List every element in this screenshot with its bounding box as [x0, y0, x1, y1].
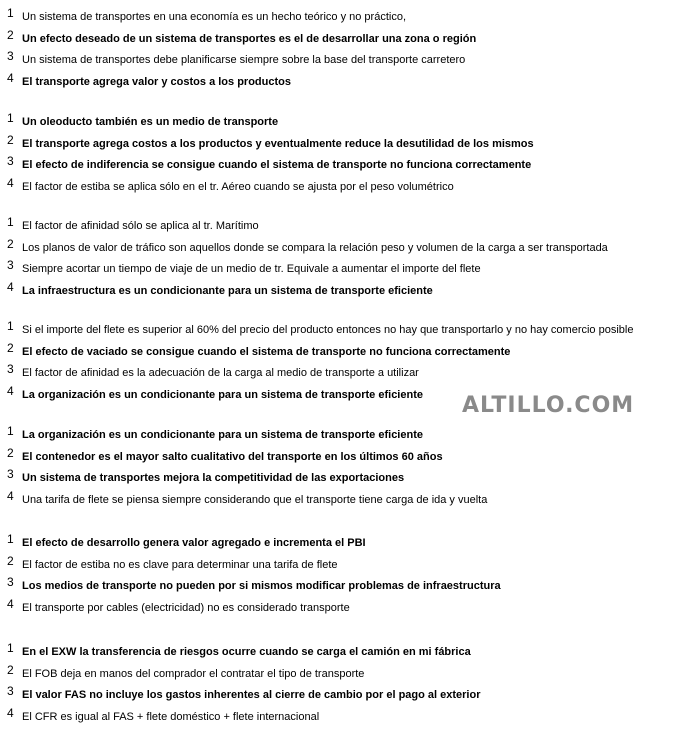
item-text: Los planos de valor de tráfico son aquellos donde se compara la relación peso y volumen de la carga a ser transportada [22, 241, 608, 254]
item-number: 3 [7, 49, 14, 64]
question-group-3 [0, 215, 700, 301]
list-item [0, 663, 700, 685]
list-item [0, 532, 700, 554]
item-number: 1 [7, 424, 14, 438]
item-text: El efecto de vaciado se consigue cuando el sistema de transporte no funciona correctamente [22, 345, 511, 358]
item-text: Si el importe del flete es superior al 60% del precio del producto entonces no hay que transportarlo y no hay comercio posible [22, 324, 634, 336]
item-number: 4 [7, 596, 14, 611]
list-item [0, 49, 700, 71]
item-number: 3 [7, 684, 14, 699]
item-text: Una tarifa de flete se piensa siempre considerando que el transporte tiene carga de ida y vuelta [22, 493, 488, 506]
item-number: 3 [7, 362, 14, 377]
item-text: El FOB deja en manos del comprador el contratar el tipo de transporte [22, 667, 365, 680]
item-text: El factor de afinidad es la adecuación de la carga al medio de transporte a utilizar [22, 367, 419, 380]
item-text: Siempre acortar un tiempo de viaje de un medio de tr. Equivale a aumentar el importe del flete [22, 263, 481, 276]
list-item [0, 71, 700, 93]
list-item [0, 684, 700, 706]
list-item [0, 575, 700, 597]
item-number: 3 [7, 467, 14, 482]
item-number: 2 [7, 340, 14, 355]
question-group-2 [0, 111, 700, 197]
list-item [0, 215, 700, 237]
item-text: En el EXW la transferencia de riesgos ocurre cuando se carga el camión en mi fábrica [22, 646, 471, 658]
item-text: El transporte agrega valor y costos a los productos [22, 75, 291, 88]
item-text: El transporte agrega costos a los productos y eventualmente reduce la desutilidad de los mismos [22, 137, 534, 150]
item-number: 4 [7, 70, 14, 85]
list-item [0, 176, 700, 198]
item-text: Un oleoducto también es un medio de transporte [22, 116, 279, 128]
list-item [0, 111, 700, 133]
question-group-6 [0, 532, 700, 618]
item-text: Un sistema de transportes en una economía es un hecho teórico y no práctico, [22, 11, 406, 23]
item-number: 4 [7, 383, 14, 398]
item-number: 4 [7, 488, 14, 503]
item-number: 2 [7, 445, 14, 460]
item-text: Los medios de transporte no pueden por si mismos modificar problemas de infraestructura [22, 580, 501, 593]
item-number: 1 [7, 641, 14, 655]
item-number: 1 [7, 111, 14, 125]
item-text: El transporte por cables (electricidad) no es considerado transporte [22, 601, 350, 614]
item-number: 2 [7, 132, 14, 147]
item-number: 2 [7, 662, 14, 677]
item-text: El efecto de indiferencia se consigue cuando el sistema de transporte no funciona correctamente [22, 159, 532, 172]
list-item [0, 154, 700, 176]
item-number: 1 [7, 532, 14, 546]
list-item [0, 258, 700, 280]
list-item [0, 467, 700, 489]
item-number: 2 [7, 236, 14, 251]
item-number: 1 [7, 6, 14, 20]
item-text: La organización es un condicionante para un sistema de transporte eficiente [22, 429, 423, 441]
item-text: La infraestructura es un condicionante para un sistema de transporte eficiente [22, 284, 433, 297]
item-number: 4 [7, 705, 14, 720]
item-number: 3 [7, 258, 14, 273]
list-item [0, 446, 700, 468]
item-text: El CFR es igual al FAS + flete doméstico + flete internacional [22, 710, 320, 723]
list-item [0, 706, 700, 728]
item-text: El factor de estiba se aplica sólo en el tr. Aéreo cuando se ajusta por el peso volumétrico [22, 180, 454, 193]
list-item [0, 319, 700, 341]
item-number: 4 [7, 175, 14, 190]
list-item [0, 489, 700, 511]
item-text: El efecto de desarrollo genera valor agregado e incrementa el PBI [22, 537, 366, 549]
question-group-1 [0, 6, 700, 92]
item-number: 3 [7, 154, 14, 169]
list-item [0, 362, 700, 384]
item-text: El contenedor es el mayor salto cualitativo del transporte en los últimos 60 años [22, 450, 443, 463]
list-item [0, 28, 700, 50]
item-text: Un sistema de transportes debe planificarse siempre sobre la base del transporte carretero [22, 54, 466, 67]
list-item [0, 280, 700, 302]
item-number: 1 [7, 215, 14, 229]
item-number: 1 [7, 319, 14, 333]
list-item [0, 237, 700, 259]
item-text: La organización es un condicionante para un sistema de transporte eficiente [22, 388, 423, 401]
item-number: 2 [7, 553, 14, 568]
item-text: El factor de estiba no es clave para determinar una tarifa de flete [22, 558, 338, 571]
item-text: El valor FAS no incluye los gastos inherentes al cierre de cambio por el pago al exterior [22, 689, 481, 702]
list-item [0, 424, 700, 446]
list-item [0, 641, 700, 663]
item-number: 4 [7, 279, 14, 294]
list-item [0, 6, 700, 28]
item-number: 2 [7, 27, 14, 42]
list-item [0, 554, 700, 576]
list-item [0, 341, 700, 363]
item-text: El factor de afinidad sólo se aplica al tr. Marítimo [22, 220, 259, 232]
item-number: 3 [7, 575, 14, 590]
item-text: Un efecto deseado de un sistema de transportes es el de desarrollar una zona o región [22, 32, 477, 45]
watermark: ALTILLO.COM [462, 393, 635, 418]
item-text: Un sistema de transportes mejora la competitividad de las exportaciones [22, 472, 405, 485]
list-item [0, 133, 700, 155]
question-group-7 [0, 641, 700, 727]
list-item [0, 597, 700, 619]
question-group-5 [0, 424, 700, 510]
